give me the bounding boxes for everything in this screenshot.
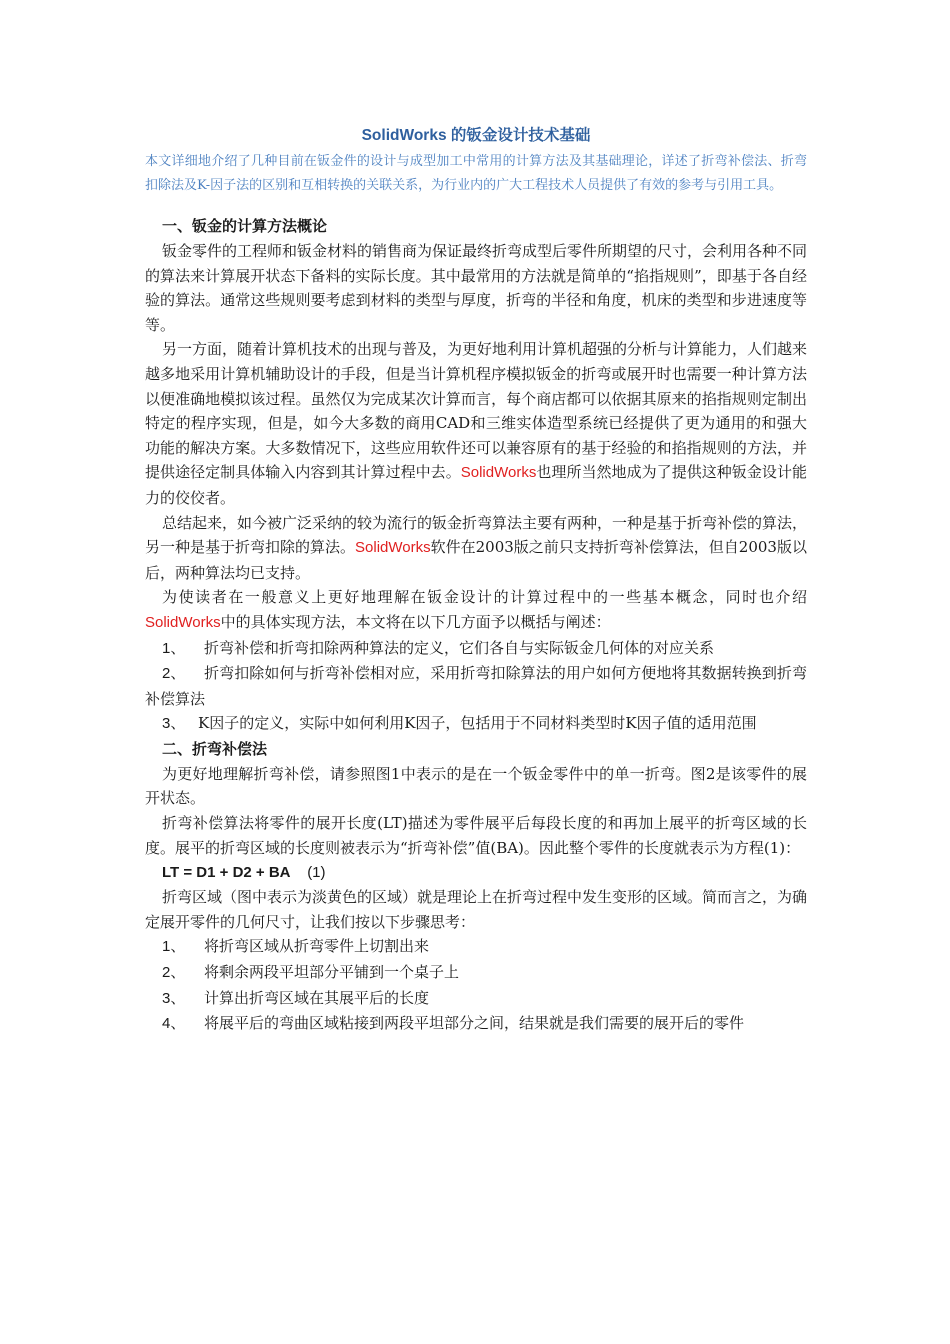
equation-number: (1) [307, 864, 326, 882]
list-item [145, 986, 807, 1012]
list-item [145, 636, 807, 662]
paragraph-text: 为使读者在一般意义上更好地理解在钣金设计的计算过程中的一些基本概念，同时也介绍 [162, 588, 807, 607]
list-text: 计算出折弯区域在其展平后的长度 [204, 988, 430, 1007]
list-number: 2、 [162, 665, 186, 683]
section-2-paragraph-2: 折弯补偿算法将零件的展开长度(LT)描述为零件展平后每段长度的和再加上展平的折弯区域的长度。展平的折弯区域的长度则被表示为“折弯补偿”值(BA)。因此整个零件的长度就表示为方程(1)： [145, 814, 807, 857]
section-1-heading: 一、钣金的计算方法概论 [162, 217, 328, 235]
list-number: 4、 [162, 1015, 186, 1033]
section-1-paragraph-1: 钣金零件的工程师和钣金材料的销售商为保证最终折弯成型后零件所期望的尺寸，会利用各种不同的算法来计算展开状态下备料的实际长度。其中最常用的方法就是简单的“掐指规则”，即基于各自经验的算法。通常这些规则要考虑到材料的类型与厚度，折弯的半径和角度，机床的类型和步进速度等等。 [145, 242, 808, 334]
paragraph-text: 中的具体实现方法，本文将在以下几方面予以概括与阐述： [220, 612, 611, 631]
list-text: 将折弯区域从折弯零件上切割出来 [204, 937, 430, 956]
abstract: 本文详细地介绍了几种目前在钣金件的设计与成型加工中常用的计算方法及其基础理论，详述了折弯补偿法、折弯扣除法及K-因子法的区别和互相转换的关联关系，为行业内的广大工程技术人员提供了有效的参考与引用工具。 [145, 154, 807, 193]
paragraph-text: 总结起来，如今被广泛采纳的较为流行的钣金折弯算法主要有两种，一种是基于折弯补偿的算法，另一种是基于折弯扣除的算法。 [145, 513, 808, 557]
list-text: K因子的定义，实际中如何利用K因子，包括用于不同材料类型时K因子值的适用范围 [198, 714, 757, 733]
paragraph-text: 另一方面，随着计算机技术的出现与普及，为更好地利用计算机超强的分析与计算能力，人们越来越多地采用计算机辅助设计的手段，但是当计算机程序模拟钣金的折弯或展开时也需要一种计算方法以便准确地模拟该过程。虽然仅为完成某次计算而言，每个商店都可以依据其原来的掐指规则定制出特定的程序实现，但是，如今大多数的商用CAD和三维实体造型系统已经提供了更为通用的和强大功能的解决方案。大多数情况下，这些应用软件还可以兼容原有的基于经验的和掐指规则的方法，并提供途径定制具体输入内容到其计算过程中去。 [145, 340, 808, 482]
list-item [145, 1011, 807, 1037]
list-text: 折弯扣除如何与折弯补偿相对应，采用折弯扣除算法的用户如何方便地将其数据转换到折弯补偿算法 [145, 664, 807, 708]
equation-1 [145, 860, 807, 885]
section-1-paragraph-4 [145, 585, 807, 635]
paragraph-text: 软件在2003版之前只支持折弯补偿算法，但自2003版以后，两种算法均已支持。 [145, 538, 807, 582]
section-2-heading: 二、折弯补偿法 [162, 739, 268, 758]
section-1-paragraph-2 [145, 337, 807, 510]
brand-name: SolidWorks [460, 464, 537, 482]
list-number: 3、 [162, 989, 186, 1007]
paragraph-text: 也理所当然地成为了提供这种钣金设计能力的佼佼者。 [145, 463, 807, 507]
list-text: 折弯补偿和折弯扣除两种算法的定义，它们各自与实际钣金几何体的对应关系 [204, 638, 715, 657]
section-2-paragraph-3: 折弯区域（图中表示为淡黄色的区域）就是理论上在折弯过程中发生变形的区域。简而言之，为确定展开零件的几何尺寸，让我们按以下步骤思考： [145, 888, 808, 931]
brand-name: SolidWorks [145, 613, 221, 631]
list-item [145, 960, 807, 986]
section-1-paragraph-3 [145, 511, 807, 586]
document-title: SolidWorks 的钣金设计技术基础 [361, 127, 591, 144]
list-number: 3、 [162, 715, 186, 733]
document-body [145, 124, 807, 1037]
list-text: 将剩余两段平坦部分平铺到一个桌子上 [204, 963, 460, 982]
list-item [145, 711, 807, 737]
list-text: 将展平后的弯曲区域粘接到两段平坦部分之间，结果就是我们需要的展开后的零件 [204, 1014, 745, 1033]
section-2-steps [145, 934, 807, 1036]
list-number: 1、 [162, 938, 186, 956]
section-1-list [145, 636, 807, 737]
list-item [145, 661, 807, 711]
list-number: 1、 [162, 639, 186, 657]
brand-name: SolidWorks [355, 539, 431, 557]
list-number: 2、 [162, 964, 186, 982]
equation-text: LT = D1 + D2 + BA [162, 864, 291, 882]
section-2-paragraph-1: 为更好地理解折弯补偿，请参照图1中表示的是在一个钣金零件中的单一折弯。图2是该零件的展开状态。 [145, 764, 807, 808]
list-item [145, 934, 807, 960]
